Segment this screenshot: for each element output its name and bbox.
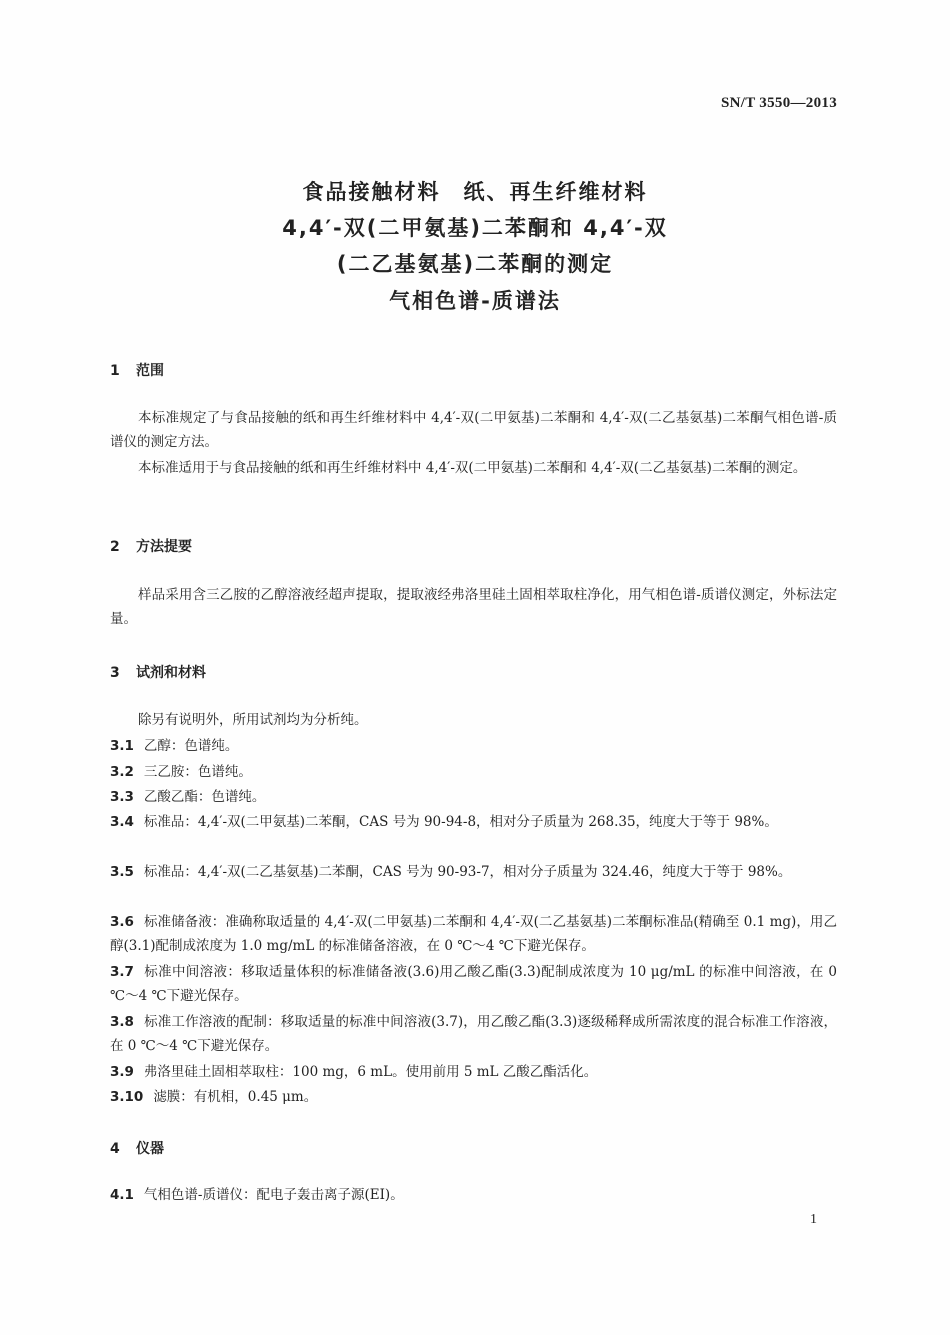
item-text: 三乙胺：色谱纯。 xyxy=(143,764,252,780)
section-number: 1 xyxy=(110,363,120,379)
list-item xyxy=(110,760,837,784)
title-line-1: 食品接触材料 纸、再生纤维材料 xyxy=(302,180,648,204)
item-text: 标准储备液：准确称取适量的 4,4′-双(二甲氨基)二苯酮和 4,4′-双(二乙基氨基)二苯酮标准品(精确至 0.1 mg)，用乙醇(3.1)配制成浓度为 1.0 mg/mL 的标准储备溶液，在 0 ℃～4 ℃下避光保存。 xyxy=(110,914,837,954)
item-number: 4.1 xyxy=(110,1187,134,1203)
item-number: 3.8 xyxy=(110,1014,134,1030)
standard-code: SN/T 3550—2013 xyxy=(720,95,837,111)
item-text: 滤膜：有机相，0.45 μm。 xyxy=(153,1089,318,1105)
list-item xyxy=(110,910,837,958)
section-3-heading xyxy=(110,662,206,682)
section-4-heading xyxy=(110,1138,164,1158)
item-number: 3.5 xyxy=(110,864,134,880)
item-number: 3.4 xyxy=(110,814,134,830)
item-text: 标准工作溶液的配制：移取适量的标准中间溶液(3.7)，用乙酸乙酯(3.3)逐级稀释成所需浓度的混合标准工作溶液，在 0 ℃～4 ℃下避光保存。 xyxy=(110,1014,837,1054)
section-1-heading xyxy=(110,360,164,380)
list-item xyxy=(110,734,837,758)
section-number: 3 xyxy=(110,665,120,681)
item-number: 3.1 xyxy=(110,738,134,754)
page-number: 1 xyxy=(810,1212,817,1227)
section-title: 范围 xyxy=(136,363,164,379)
item-number: 3.7 xyxy=(110,964,134,980)
list-item xyxy=(110,1183,837,1207)
list-item xyxy=(110,1010,837,1058)
item-text: 标准品：4,4′-双(二乙基氨基)二苯酮，CAS 号为 90-93-7，相对分子质量为 324.46，纯度大于等于 98%。 xyxy=(143,864,792,880)
section-2-paragraph: 样品采用含三乙胺的乙醇溶液经超声提取，提取液经弗洛里硅土固相萃取柱净化，用气相色谱-质谱仪测定，外标法定量。 xyxy=(110,587,837,627)
section-number: 4 xyxy=(110,1141,120,1157)
list-item xyxy=(110,860,837,884)
section-3-intro: 除另有说明外，所用试剂均为分析纯。 xyxy=(138,712,368,728)
list-item xyxy=(110,810,837,834)
list-item xyxy=(110,1060,837,1084)
section-title: 试剂和材料 xyxy=(136,665,206,681)
item-number: 3.10 xyxy=(110,1089,144,1105)
title-line-4: 气相色谱-质谱法 xyxy=(389,289,561,313)
item-text: 乙酸乙酯：色谱纯。 xyxy=(143,789,266,805)
section-2-heading xyxy=(110,536,192,556)
section-title: 方法提要 xyxy=(136,539,192,555)
item-text: 弗洛里硅土固相萃取柱：100 mg，6 mL。使用前用 5 mL 乙酸乙酯活化。 xyxy=(143,1064,598,1080)
item-number: 3.3 xyxy=(110,789,134,805)
list-item xyxy=(110,1085,837,1109)
section-1-paragraph-1: 本标准规定了与食品接触的纸和再生纤维材料中 4,4′-双(二甲氨基)二苯酮和 4,4′-双(二乙基氨基)二苯酮气相色谱-质谱仪的测定方法。 xyxy=(110,410,837,450)
item-text: 标准中间溶液：移取适量体积的标准储备液(3.6)用乙酸乙酯(3.3)配制成浓度为 10 μg/mL 的标准中间溶液，在 0 ℃～4 ℃下避光保存。 xyxy=(110,964,837,1004)
title-line-3: (二乙基氨基)二苯酮的测定 xyxy=(336,252,614,276)
item-number: 3.2 xyxy=(110,764,134,780)
item-text: 乙醇：色谱纯。 xyxy=(143,738,239,754)
item-text: 气相色谱-质谱仪：配电子轰击离子源(EI)。 xyxy=(143,1187,404,1203)
section-1-paragraph-2: 本标准适用于与食品接触的纸和再生纤维材料中 4,4′-双(二甲氨基)二苯酮和 4,4′-双(二乙基氨基)二苯酮的测定。 xyxy=(138,460,807,476)
item-number: 3.6 xyxy=(110,914,134,930)
title-line-2: 4,4′-双(二甲氨基)二苯酮和 4,4′-双 xyxy=(282,216,668,240)
list-item xyxy=(110,960,837,1008)
item-text: 标准品：4,4′-双(二甲氨基)二苯酮，CAS 号为 90-94-8，相对分子质量为 268.35，纯度大于等于 98%。 xyxy=(143,814,778,830)
list-item xyxy=(110,785,837,809)
section-title: 仪器 xyxy=(136,1141,164,1157)
item-number: 3.9 xyxy=(110,1064,134,1080)
section-number: 2 xyxy=(110,539,120,555)
